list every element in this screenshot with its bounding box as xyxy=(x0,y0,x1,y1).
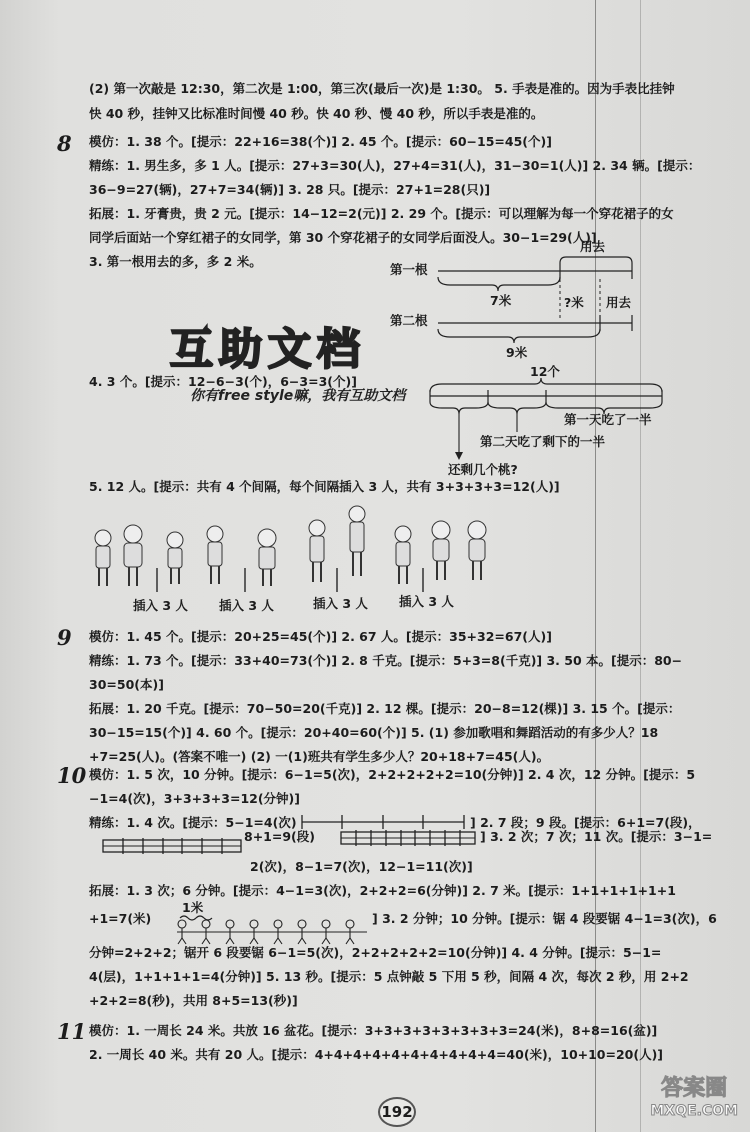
kid-figure xyxy=(124,525,142,586)
kid-figure xyxy=(258,529,276,586)
text-line: ] 2. 7 段；9 段。[提示：6+1=7(段)， xyxy=(470,815,701,830)
insert-label: 插入 3 人 xyxy=(133,598,188,613)
rope-second-label: 第二根 xyxy=(390,313,428,328)
text-line: +2+2=8(秒)，共用 8+5=13(秒)] xyxy=(89,993,298,1008)
watermark-title: 互助文档 xyxy=(170,325,366,375)
text-line: 模仿：1. 5 次，10 分钟。[提示：6−1=5(次)，2+2+2+2+2=10(分钟)] 2. 4 次，12 分钟。[提示：5 xyxy=(89,767,696,782)
section-number: 10 xyxy=(57,763,87,788)
rope-used-label-top: 用去 xyxy=(580,239,606,254)
rope-diagram xyxy=(380,235,650,360)
peach-total-label: 12个 xyxy=(530,364,560,379)
section-number: 11 xyxy=(57,1019,87,1044)
text-line: 5. 12 人。[提示：共有 4 个间隔，每个间隔插入 3 人，共有 3+3+3+3=12(人)] xyxy=(89,479,560,494)
text-line: 8+1=9(段) xyxy=(244,829,315,844)
insert-label: 插入 3 人 xyxy=(313,596,368,611)
rope-second-length: 9米 xyxy=(506,345,528,360)
text-line: ] 3. 2 分钟；10 分钟。[提示：锯 4 段要锯 4−1=3(次)，6 xyxy=(372,911,717,926)
kid-figure xyxy=(309,520,325,582)
text-line: 分钟=2+2+2；锯开 6 段要锯 6−1=5(次)，2+2+2+2+2=10(分钟)] 4. 4 分钟。[提示：5−1= xyxy=(89,945,662,960)
text-line: 精练：1. 男生多，多 1 人。[提示：27+3=30(人)，27+4=31(人)，31−30=1(人)] 2. 34 辆。[提示： xyxy=(89,158,701,173)
section-number: 8 xyxy=(57,131,72,156)
kid-figure xyxy=(468,521,486,580)
segment-ruler-9 xyxy=(338,828,478,848)
rope-first-label: 第一根 xyxy=(390,262,428,277)
peach-question: 还剩几个桃? xyxy=(448,462,518,477)
kid-figure xyxy=(432,521,450,580)
corner-logo-line2: MXQE.COM xyxy=(650,1103,738,1119)
corner-logo-line1: 答案圈 xyxy=(661,1076,728,1101)
text-line: 模仿：1. 38 个。[提示：22+16=38(个)] 2. 45 个。[提示：60−15=45(个)] xyxy=(89,134,552,149)
text-line: +1=7(米) xyxy=(89,911,152,926)
rope-first-length: 7米 xyxy=(490,293,512,308)
text-line: 2. 一周长 40 米。共有 20 人。[提示：4+4+4+4+4+4+4+4+4+4=40(米)，10+10=20(人)] xyxy=(89,1047,664,1062)
text-line: 快 40 秒，挂钟又比标准时间慢 40 秒。快 40 秒、慢 40 秒，所以手表是准的。 xyxy=(89,106,544,121)
kids-diagram xyxy=(85,500,505,620)
rope-used-label-bottom: 用去 xyxy=(606,295,632,310)
text-line: 4(层)，1+1+1+1=4(分钟)] 5. 13 秒。[提示：5 点钟敲 5 下用 5 秒，间隔 4 次，每次 2 秒，用 2+2 xyxy=(89,969,689,984)
text-line: 精练：1. 4 次。[提示：5−1=4(次) xyxy=(89,815,297,830)
corner-logo xyxy=(650,1078,738,1122)
kid-figure xyxy=(395,526,411,584)
page-number: 192 xyxy=(378,1097,416,1127)
text-line: +7=25(人)。(答案不唯一) (2) 一(1)班共有学生多少人？20+18+7=45(人)。 xyxy=(89,749,550,764)
insert-label: 插入 3 人 xyxy=(219,598,274,613)
insert-label: 插入 3 人 xyxy=(399,594,454,609)
text-line: 4. 3 个。[提示：12−6−3(个)，6−3=3(个)] xyxy=(89,374,357,389)
one-meter-label: 1米 xyxy=(182,900,204,915)
segment-ruler-7 xyxy=(100,836,245,856)
section-number: 9 xyxy=(57,625,72,650)
text-line: (2) 第一次敲是 12:30，第二次是 1:00，第三次(最后一次)是 1:30。 5. 手表是准的。因为手表比挂钟 xyxy=(89,81,675,96)
text-line: 精练：1. 73 个。[提示：33+40=73(个)] 2. 8 千克。[提示：5+3=8(千克)] 3. 50 本。[提示：80− xyxy=(89,653,683,668)
kid-figure xyxy=(95,530,111,586)
text-line: 2(次)，8−1=7(次)，12−1=11(次)] xyxy=(250,859,473,874)
text-line: 拓展：1. 20 千克。[提示：70−50=20(千克)] 2. 12 棵。[提示：20−8=12(棵)] 3. 15 个。[提示： xyxy=(89,701,681,716)
text-line: 模仿：1. 一周长 24 米。共放 16 盆花。[提示：3+3+3+3+3+3+3+3=24(米)，8+8=16(盆)] xyxy=(89,1023,658,1038)
text-line: 模仿：1. 45 个。[提示：20+25=45(个)] 2. 67 人。[提示：35+32=67(人)] xyxy=(89,629,552,644)
one-meter-kids xyxy=(172,898,372,948)
rope-unknown-length: ?米 xyxy=(564,295,584,310)
text-line: −1=4(次)，3+3+3+3=12(分钟)] xyxy=(89,791,300,806)
text-line: 拓展：1. 3 次；6 分钟。[提示：4−1=3(次)，2+2+2=6(分钟)] 2. 7 米。[提示：1+1+1+1+1+1 xyxy=(89,883,676,898)
text-line: 拓展：1. 牙膏贵，贵 2 元。[提示：14−12=2(元)] 2. 29 个。[提示：可以理解为每一个穿花裙子的女 xyxy=(89,206,674,221)
text-line: 同学后面站一个穿红裙子的女同学，第 30 个穿花裙子的女同学后面没人。30−1=29(人)] xyxy=(89,230,597,245)
kid-figure xyxy=(207,526,223,584)
watermark-subtitle: 你有free style嘛，我有互助文档 xyxy=(190,388,406,404)
peach-day2-label: 第二天吃了剩下的一半 xyxy=(480,434,606,449)
text-line: ] 3. 2 次；7 次；11 次。[提示：3−1= xyxy=(480,829,713,844)
peach-day1-label: 第一天吃了一半 xyxy=(564,412,652,427)
text-line: 3. 第一根用去的多，多 2 米。 xyxy=(89,254,262,269)
peach-diagram xyxy=(400,360,680,480)
kid-figure xyxy=(349,506,365,576)
text-line: 36−9=27(辆)，27+7=34(辆)] 3. 28 只。[提示：27+1=28(只)] xyxy=(89,182,491,197)
kid-figure xyxy=(167,532,183,584)
text-line: 30=50(本)] xyxy=(89,677,164,692)
text-line: 30−15=15(个)] 4. 60 个。[提示：20+40=60(个)] 5. (1) 参加歌唱和舞蹈活动的有多少人？18 xyxy=(89,725,659,740)
